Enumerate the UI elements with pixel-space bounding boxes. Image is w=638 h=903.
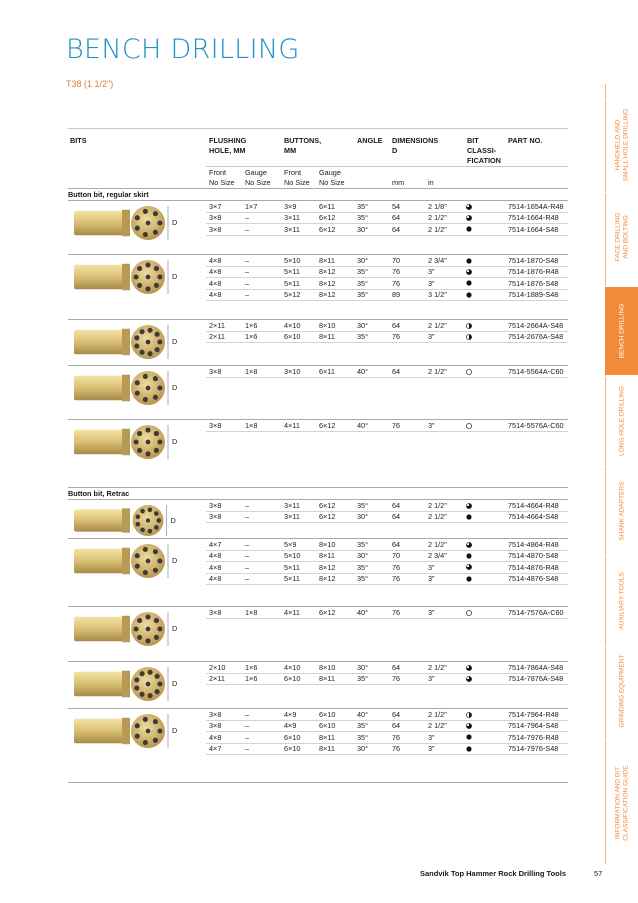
- cell-inch: 3": [428, 278, 435, 288]
- side-tab[interactable]: [605, 466, 638, 555]
- cell-angle: 35°: [357, 674, 369, 684]
- block-divider: [68, 365, 568, 366]
- cell-fh-gauge: –: [245, 574, 250, 584]
- cell-angle: 30°: [357, 744, 369, 754]
- cell-part: 7514-2676A-S48: [508, 332, 564, 342]
- cell-mm: 64: [392, 721, 401, 731]
- cell-part: 7514-7964-R48: [508, 710, 559, 719]
- cell-angle: 30°: [357, 224, 369, 234]
- cell-b-front: 6×10: [284, 744, 301, 754]
- cell-fh-gauge: –: [245, 540, 250, 549]
- header-dimensions: DIMENSIONS D: [392, 136, 439, 155]
- cell-part: 7514-4870-S48: [508, 551, 559, 561]
- cell-b-gauge: 8×11: [319, 256, 335, 265]
- cell-angle: 40°: [357, 608, 369, 617]
- cell-fh-front: 4×8: [209, 267, 222, 277]
- cell-angle: 35°: [357, 278, 369, 288]
- cell-b-front: 3×11: [284, 501, 300, 510]
- header-bits: BITS: [70, 136, 87, 145]
- block-divider: [68, 254, 568, 255]
- button-bit-image: [72, 610, 170, 648]
- cell-part: 7514-2664A-S48: [508, 321, 564, 330]
- row-rule: [206, 584, 568, 585]
- cell-angle: 40°: [357, 710, 369, 719]
- row-rule: [206, 618, 568, 619]
- cell-b-gauge: 6×12: [319, 213, 336, 223]
- cell-part: 7514-1654A-R48: [508, 202, 564, 211]
- dimension-label: D: [170, 515, 176, 525]
- cell-angle: 30°: [357, 321, 369, 330]
- cell-part: 7514-4876-R48: [508, 562, 559, 572]
- cell-fh-gauge: –: [245, 267, 250, 277]
- bit-classification-icon: [466, 226, 472, 232]
- bit-classification-icon: [466, 215, 472, 221]
- footer-text: Sandvik Top Hammer Rock Drilling Tools: [420, 869, 566, 878]
- cell-inch: 2 1/2": [428, 721, 447, 731]
- cell-part: 7514-1876-S48: [508, 278, 559, 288]
- cell-b-front: 5×11: [284, 278, 300, 288]
- bit-classification-icon: [466, 323, 472, 329]
- group-title: Button bit, Retrac: [68, 489, 130, 498]
- cell-b-gauge: 6×11: [319, 367, 335, 376]
- bit-classification-icon: [466, 292, 472, 298]
- dimension-label: D: [172, 624, 178, 633]
- cell-fh-gauge: –: [245, 744, 250, 754]
- cell-inch: 2 1/2": [428, 501, 447, 510]
- cell-fh-gauge: 1×8: [245, 608, 258, 617]
- cell-part: 7514-7976-R48: [508, 732, 559, 742]
- dimension-label: D: [172, 383, 178, 392]
- cell-b-gauge: 6×12: [319, 224, 336, 234]
- side-tab[interactable]: [605, 646, 638, 735]
- cell-fh-front: 4×8: [209, 562, 222, 572]
- cell-fh-gauge: –: [245, 213, 250, 223]
- cell-angle: 30°: [357, 663, 369, 672]
- cell-mm: 76: [392, 674, 401, 684]
- cell-inch: 3": [428, 562, 435, 572]
- cell-fh-gauge: –: [245, 562, 250, 572]
- cell-fh-front: 3×8: [209, 721, 222, 731]
- cell-mm: 76: [392, 608, 401, 617]
- bit-classification-icon: [466, 503, 472, 509]
- cell-fh-front: 4×8: [209, 278, 222, 288]
- cell-fh-front: 3×8: [209, 512, 222, 522]
- bit-classification-icon: [466, 258, 472, 264]
- cell-mm: 89: [392, 290, 401, 300]
- cell-fh-gauge: –: [245, 256, 250, 265]
- cell-fh-gauge: 1×8: [245, 367, 258, 376]
- cell-part: 7514-4664-R48: [508, 501, 559, 510]
- cell-inch: 3": [428, 332, 435, 342]
- cell-mm: 76: [392, 278, 401, 288]
- side-tab-label: GRINDING EQUIPMENT: [617, 654, 625, 728]
- subheader-buttons-gauge: Gauge No Size: [319, 168, 345, 187]
- group-divider: [68, 188, 568, 189]
- header-flushing: FLUSHING HOLE, MM: [209, 136, 247, 155]
- side-tab-label: INFORMATION AND BIT CLASSIFICATION GUIDE: [614, 765, 629, 841]
- cell-part: 7514-1870-S48: [508, 256, 559, 265]
- side-tab-label: AUXILIARY TOOLS: [617, 572, 625, 630]
- cell-b-gauge: 8×10: [319, 321, 336, 330]
- cell-angle: 35°: [357, 290, 369, 300]
- cell-mm: 76: [392, 267, 401, 277]
- cell-b-gauge: 8×12: [319, 562, 336, 572]
- cell-mm: 64: [392, 512, 401, 522]
- cell-inch: 3": [428, 421, 435, 430]
- cell-mm: 54: [392, 202, 401, 211]
- cell-part: 7514-7576A-C60: [508, 608, 564, 617]
- cell-fh-gauge: –: [245, 732, 250, 742]
- cell-b-gauge: 6×11: [319, 202, 335, 211]
- cell-b-gauge: 8×11: [319, 744, 335, 754]
- cell-mm: 70: [392, 256, 401, 265]
- cell-inch: 2 1/8": [428, 202, 447, 211]
- dimension-label: D: [172, 337, 178, 346]
- cell-fh-gauge: –: [245, 512, 250, 522]
- cell-fh-gauge: –: [245, 290, 250, 300]
- cell-fh-front: 2×11: [209, 332, 225, 342]
- block-divider: [68, 419, 568, 420]
- side-tab[interactable]: [605, 556, 638, 645]
- cell-fh-front: 4×8: [209, 256, 222, 265]
- cell-part: 7514-1889-S48: [508, 290, 559, 300]
- dimension-label: D: [172, 218, 178, 227]
- cell-b-front: 5×11: [284, 267, 300, 277]
- cell-fh-front: 3×8: [209, 213, 222, 223]
- cell-inch: 2 1/2": [428, 663, 447, 672]
- cell-fh-gauge: –: [245, 721, 250, 731]
- cell-fh-gauge: –: [245, 710, 250, 719]
- bit-classification-icon: [466, 576, 472, 582]
- cell-fh-front: 4×8: [209, 732, 222, 742]
- bit-classification-icon: [466, 610, 472, 616]
- bit-classification-icon: [466, 734, 472, 740]
- cell-angle: 40°: [357, 367, 369, 376]
- cell-b-gauge: 8×11: [319, 551, 335, 561]
- cell-b-front: 4×9: [284, 721, 297, 731]
- cell-fh-front: 3×8: [209, 224, 222, 234]
- button-bit-image: [72, 542, 170, 580]
- cell-inch: 3": [428, 608, 435, 617]
- subheader-flushing-front: Front No Size: [209, 168, 235, 187]
- cell-angle: 30°: [357, 256, 369, 265]
- cell-inch: 3": [428, 574, 435, 584]
- button-bit-image: [72, 323, 170, 361]
- row-rule: [206, 684, 568, 685]
- side-tab-label: BENCH DRILLING: [617, 303, 625, 359]
- cell-part: 7514-7864A-S48: [508, 663, 564, 672]
- cell-b-gauge: 8×12: [319, 574, 336, 584]
- header-bit-classification: BIT CLASSI- FICATION: [467, 136, 501, 165]
- header-buttons: BUTTONS, MM: [284, 136, 322, 155]
- cell-b-front: 3×11: [284, 512, 300, 522]
- cell-fh-gauge: –: [245, 551, 250, 561]
- cell-inch: 3 1/2": [428, 290, 447, 300]
- side-tab[interactable]: [605, 376, 638, 465]
- cell-mm: 76: [392, 574, 401, 584]
- cell-b-gauge: 8×12: [319, 278, 336, 288]
- cell-mm: 76: [392, 421, 401, 430]
- cell-inch: 3": [428, 732, 435, 742]
- cell-mm: 76: [392, 744, 401, 754]
- cell-angle: 35°: [357, 202, 369, 211]
- bit-classification-icon: [466, 334, 472, 340]
- cell-b-front: 4×9: [284, 710, 297, 719]
- cell-b-front: 3×11: [284, 213, 300, 223]
- cell-b-gauge: 8×12: [319, 267, 336, 277]
- page-number: 57: [594, 869, 603, 878]
- row-rule: [206, 377, 568, 378]
- cell-fh-gauge: 1×8: [245, 421, 258, 430]
- side-tab-label: FACE DRILLING AND BOLTING: [614, 212, 629, 262]
- subheader-in: in: [428, 178, 434, 187]
- cell-angle: 35°: [357, 540, 369, 549]
- cell-inch: 3": [428, 744, 435, 754]
- cell-fh-front: 3×8: [209, 608, 222, 617]
- cell-b-gauge: 8×12: [319, 290, 336, 300]
- cell-fh-front: 3×8: [209, 710, 222, 719]
- cell-mm: 64: [392, 540, 401, 549]
- cell-part: 7514-1876-R48: [508, 267, 559, 277]
- cell-mm: 64: [392, 367, 401, 376]
- bit-classification-icon: [466, 676, 472, 682]
- bit-classification-icon: [466, 423, 472, 429]
- cell-fh-gauge: –: [245, 501, 250, 510]
- dimension-label: D: [172, 272, 178, 281]
- cell-b-front: 3×9: [284, 202, 297, 211]
- cell-mm: 64: [392, 501, 401, 510]
- cell-fh-front: 2×10: [209, 663, 226, 672]
- cell-angle: 40°: [357, 421, 369, 430]
- cell-fh-front: 4×7: [209, 540, 222, 549]
- button-bit-image: [72, 423, 170, 461]
- bit-classification-icon: [466, 712, 472, 718]
- block-divider: [68, 538, 568, 539]
- subheader-buttons-front: Front No Size: [284, 168, 310, 187]
- block-divider: [68, 708, 568, 709]
- cell-b-gauge: 6×10: [319, 721, 336, 731]
- cell-mm: 76: [392, 332, 401, 342]
- cell-angle: 30°: [357, 551, 369, 561]
- cell-fh-front: 3×8: [209, 421, 222, 430]
- cell-fh-gauge: 1×6: [245, 321, 258, 330]
- block-divider: [68, 606, 568, 607]
- page-subtitle: T38 (1 1/2"): [66, 79, 114, 89]
- cell-part: 7514-1664-S48: [508, 224, 559, 234]
- header-part-no: PART NO.: [508, 136, 543, 145]
- cell-angle: 35°: [357, 574, 369, 584]
- bit-classification-icon: [466, 542, 472, 548]
- cell-angle: 35°: [357, 213, 369, 223]
- cell-fh-gauge: 1×7: [245, 202, 258, 211]
- cell-inch: 2 3/4": [428, 256, 447, 265]
- bit-classification-icon: [466, 204, 472, 210]
- bit-classification-icon: [466, 514, 472, 520]
- cell-fh-front: 4×8: [209, 290, 222, 300]
- cell-b-front: 5×10: [284, 551, 301, 561]
- button-bit-image: [72, 712, 170, 750]
- side-tab[interactable]: [605, 740, 638, 865]
- bit-classification-icon: [466, 269, 472, 275]
- bit-classification-icon: [466, 723, 472, 729]
- cell-b-front: 6×10: [284, 732, 301, 742]
- bit-classification-icon: [466, 280, 472, 286]
- row-rule: [206, 522, 568, 523]
- button-bit-image: [72, 665, 170, 703]
- cell-inch: 2 1/2": [428, 540, 447, 549]
- side-tab-label: SHANK ADAPTERS: [617, 481, 625, 541]
- row-rule: [206, 235, 568, 236]
- table-bottom-rule: [68, 782, 568, 783]
- cell-inch: 2 1/2": [428, 367, 447, 376]
- subheader-flushing-gauge: Gauge No Size: [245, 168, 271, 187]
- cell-angle: 35°: [357, 501, 369, 510]
- group-title: Button bit, regular skirt: [68, 190, 149, 199]
- button-bit-image: [72, 369, 170, 407]
- side-tab[interactable]: [605, 286, 638, 375]
- cell-part: 7514-5564A-C60: [508, 367, 564, 376]
- block-divider: [68, 499, 568, 500]
- cell-inch: 2 1/2": [428, 710, 447, 719]
- cell-fh-front: 3×8: [209, 501, 222, 510]
- cell-mm: 76: [392, 732, 401, 742]
- cell-fh-gauge: –: [245, 278, 250, 288]
- cell-part: 7514-7964-S48: [508, 721, 559, 731]
- cell-inch: 2 1/2": [428, 224, 447, 234]
- cell-angle: 30°: [357, 512, 369, 522]
- cell-b-front: 6×10: [284, 332, 301, 342]
- cell-mm: 70: [392, 551, 401, 561]
- cell-b-gauge: 8×10: [319, 540, 336, 549]
- cell-b-front: 6×10: [284, 674, 301, 684]
- cell-inch: 2 1/2": [428, 213, 447, 223]
- dimension-label: D: [172, 726, 178, 735]
- side-tab-label: LONG HOLE DRILLING: [617, 386, 625, 456]
- dimension-label: D: [172, 437, 178, 446]
- header-mid-rule: [206, 166, 568, 167]
- subheader-mm: mm: [392, 178, 405, 187]
- cell-b-front: 4×10: [284, 321, 301, 330]
- cell-part: 7514-5576A-C60: [508, 421, 564, 430]
- dimension-label: D: [172, 556, 178, 565]
- side-tab[interactable]: [605, 100, 638, 189]
- cell-fh-front: 2×11: [209, 321, 225, 330]
- cell-fh-front: 2×11: [209, 674, 225, 684]
- cell-angle: 35°: [357, 562, 369, 572]
- button-bit-image: [72, 258, 170, 296]
- cell-mm: 76: [392, 562, 401, 572]
- cell-angle: 35°: [357, 332, 369, 342]
- cell-fh-gauge: –: [245, 224, 250, 234]
- side-tab[interactable]: [605, 192, 638, 281]
- cell-part: 7514-7976-S48: [508, 744, 559, 754]
- cell-mm: 64: [392, 224, 401, 234]
- dimension-label: D: [172, 679, 178, 688]
- cell-b-front: 4×10: [284, 663, 301, 672]
- cell-b-gauge: 6×12: [319, 421, 336, 430]
- bit-classification-icon: [466, 665, 472, 671]
- bit-classification-icon: [466, 369, 472, 375]
- cell-b-front: 4×11: [284, 421, 300, 430]
- cell-part: 7514-4876-S48: [508, 574, 559, 584]
- cell-mm: 64: [392, 213, 401, 223]
- row-rule: [206, 754, 568, 755]
- row-rule: [206, 431, 568, 432]
- cell-inch: 2 1/2": [428, 321, 447, 330]
- cell-inch: 3": [428, 267, 435, 277]
- block-divider: [68, 319, 568, 320]
- bit-classification-icon: [466, 746, 472, 752]
- cell-inch: 3": [428, 674, 435, 684]
- cell-fh-front: 4×8: [209, 574, 222, 584]
- cell-b-front: 5×12: [284, 290, 301, 300]
- cell-part: 7514-4664-S48: [508, 512, 559, 522]
- bit-classification-icon: [466, 553, 472, 559]
- bit-classification-icon: [466, 564, 472, 570]
- header-top-rule: [68, 128, 568, 129]
- header-angle: ANGLE: [357, 136, 383, 145]
- cell-b-gauge: 8×11: [319, 732, 335, 742]
- group-divider: [68, 487, 568, 488]
- cell-part: 7514-4864-R48: [508, 540, 559, 549]
- cell-b-front: 3×10: [284, 367, 301, 376]
- cell-fh-gauge: 1×6: [245, 674, 258, 684]
- side-tab-label: HANDHELD AND SMALL HOLE DRILLING: [614, 108, 629, 182]
- cell-b-gauge: 6×12: [319, 512, 336, 522]
- cell-angle: 35°: [357, 732, 369, 742]
- cell-inch: 2 3/4": [428, 551, 447, 561]
- cell-b-gauge: 8×10: [319, 663, 336, 672]
- block-divider: [68, 200, 568, 201]
- cell-b-front: 3×11: [284, 224, 300, 234]
- cell-b-gauge: 6×12: [319, 608, 336, 617]
- cell-b-front: 5×10: [284, 256, 301, 265]
- cell-mm: 64: [392, 321, 401, 330]
- cell-b-gauge: 8×11: [319, 332, 335, 342]
- cell-fh-gauge: 1×6: [245, 332, 258, 342]
- cell-angle: 35°: [357, 721, 369, 731]
- cell-part: 7514-7876A-S48: [508, 674, 564, 684]
- cell-b-gauge: 6×10: [319, 710, 336, 719]
- row-rule: [206, 300, 568, 301]
- cell-fh-front: 3×7: [209, 202, 222, 211]
- cell-b-front: 5×11: [284, 574, 300, 584]
- button-bit-image: [72, 503, 170, 538]
- cell-b-front: 5×11: [284, 562, 300, 572]
- cell-b-front: 5×9: [284, 540, 297, 549]
- cell-b-gauge: 8×11: [319, 674, 335, 684]
- cell-part: 7514-1664-R48: [508, 213, 559, 223]
- cell-b-front: 4×11: [284, 608, 300, 617]
- cell-angle: 35°: [357, 267, 369, 277]
- cell-mm: 64: [392, 663, 401, 672]
- cell-fh-front: 4×7: [209, 744, 222, 754]
- cell-inch: 2 1/2": [428, 512, 447, 522]
- cell-mm: 64: [392, 710, 401, 719]
- row-rule: [206, 342, 568, 343]
- cell-fh-gauge: 1×6: [245, 663, 258, 672]
- cell-fh-front: 3×8: [209, 367, 222, 376]
- cell-fh-front: 4×8: [209, 551, 222, 561]
- page-title: BENCH DRILLING: [66, 34, 300, 65]
- button-bit-image: [72, 204, 170, 242]
- block-divider: [68, 661, 568, 662]
- cell-b-gauge: 6×12: [319, 501, 336, 510]
